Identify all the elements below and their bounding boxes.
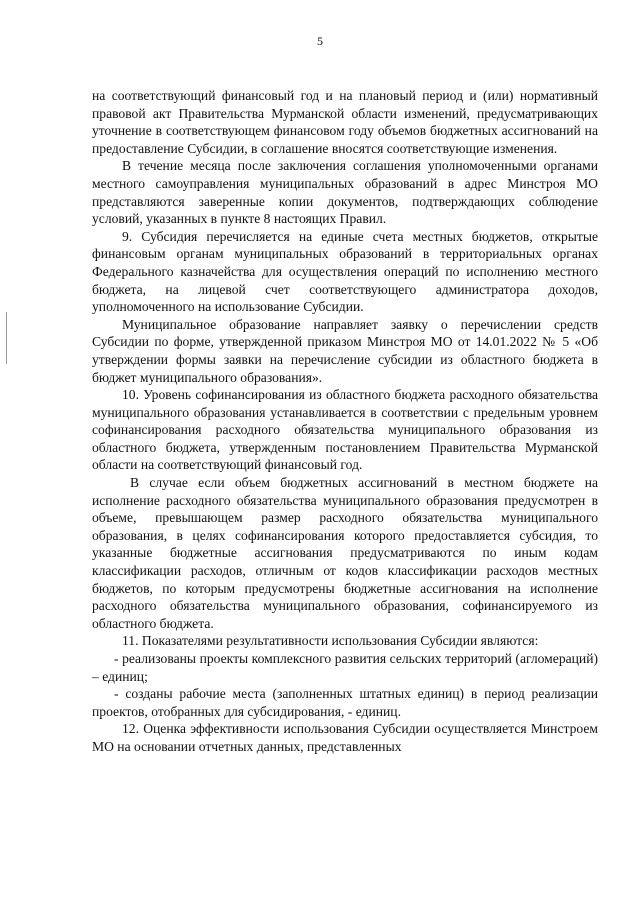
page-number: 5 xyxy=(317,34,323,48)
paragraph-item-11: 11. Показателями результативности использования Субсидии являются: xyxy=(122,633,539,649)
paragraph-transfer-request: Муниципальное образование направляет заявку о перечислении средств Субсидии по форме, утвержденной приказом Минстроя МО от 14.01.2022 № 5 «Об утверждении формы заявки на перечисление субсидии из областного бюджета в бюджет муниципального образования». xyxy=(92,316,598,385)
paragraph-documents-submission: В течение месяца после заключения соглашения уполномоченными органами местного самоуправления муниципальных образований в адрес Минстроя МО представляются заверенные копии документов, подтверждающих соблюдение условий, указанных в пункте 8 настоящих Правил. xyxy=(92,158,598,227)
list-item-jobs: - созданы рабочие места (заполненных штатных единиц) в период реализации проектов, отобранных для субсидирования, - единиц. xyxy=(92,686,598,719)
paragraph-item-9: 9. Субсидия перечисляется на единые счета местных бюджетов, открытые финансовым органам муниципальных образований в территориальных органах Федерального казначейства для осуществления операций по исполнению местного бюджета, на лицевой счет соответствующего администратора доходов, уполномоченного на использование Субсидии. xyxy=(92,228,598,315)
paragraph-budget-allocations: В случае если объем бюджетных ассигнований в местном бюджете на исполнение расходного обязательства муниципального образования предусмотрен в объеме, превышающем размер расходного обязательства муниципального образования, в целях софинансирования которого предоставляется субсидия, то указанные бюджетные ассигнования предусматриваются по иным кодам классификации расходов, отличным от кодов классификации расходов местных бюджетов, по которым предусмотрены бюджетные ассигнования на исполнение расходного обязательства муниципального образования, софинансируемого из областного бюджета. xyxy=(92,475,598,631)
list-item-projects: - реализованы проекты комплексного развития сельских территорий (агломераций) – единиц; xyxy=(92,651,598,684)
paragraph-item-12: 12. Оценка эффективности использования Субсидии осуществляется Минстроем МО на основании отчетных данных, представленных xyxy=(92,721,598,754)
paragraph-item-10: 10. Уровень софинансирования из областного бюджета расходного обязательства муниципального образования устанавливается в соответствии с предельным уровнем софинансирования расходного обязательства муниципального образования из областного бюджета, утвержденным постановлением Правительства Мурманской области на соответствующий финансовый год. xyxy=(92,387,598,473)
paragraph-continuation: на соответствующий финансовый год и на плановый период и (или) нормативный правовой акт Правительства Мурманской области изменений, предусматривающих уточнение в соответствующем финансовом году объемов бюджетных ассигнований на предоставление Субсидии, в соглашение вносятся соответствующие изменения. xyxy=(92,88,598,156)
scan-margin-mark xyxy=(6,312,7,364)
document-body xyxy=(92,87,598,756)
